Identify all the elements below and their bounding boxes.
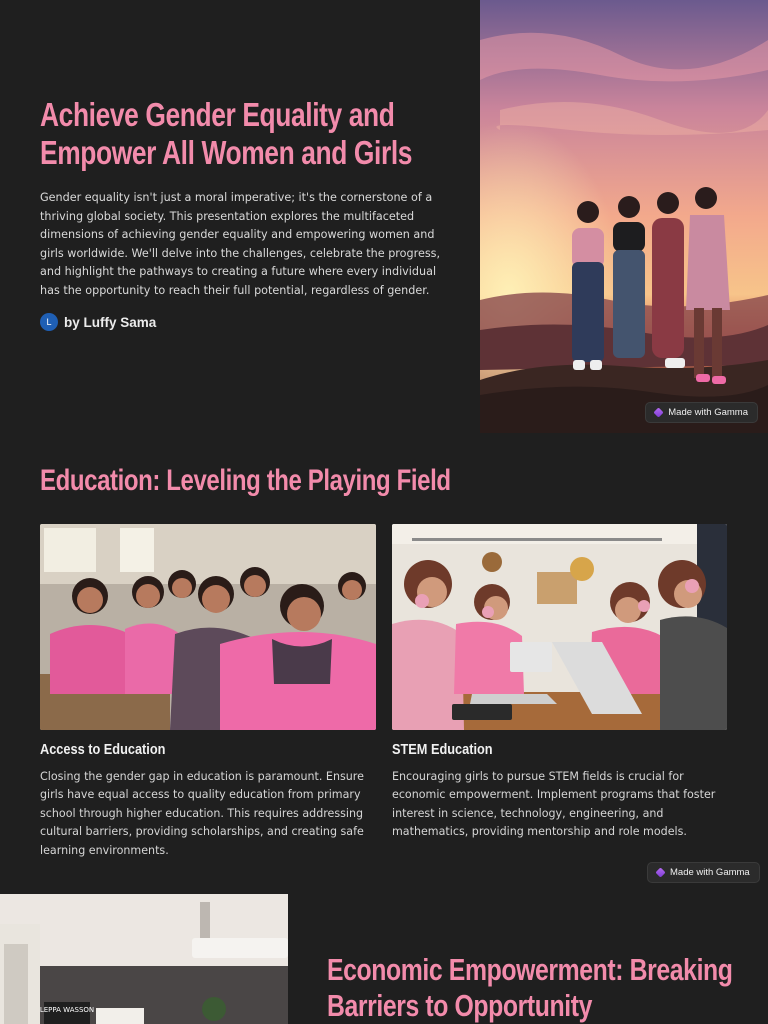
gamma-logo-icon [654, 407, 664, 417]
economic-slide [0, 894, 768, 1024]
hero-photo [480, 0, 768, 433]
hero-description: Gender equality isn't just a moral imperative; it's the cornerstone of a thriving global society. This presentation explores the multifaceted dimensions of achieving gender equality and empowering women and girls worldwide. We'll delve into the challenges, celebrate the progress, and highlight the pathways to creating a future where every individual has the opportunity to reach their full potential, regardless of gender. [40, 191, 441, 297]
card-title-stem-education: STEM Education [392, 741, 493, 758]
made-with-gamma-badge[interactable] [645, 402, 758, 423]
made-with-gamma-badge-2[interactable] [647, 862, 760, 883]
badge-label: Made with Gamma [670, 867, 750, 878]
education-slide [0, 433, 768, 894]
access-education-photo [40, 524, 376, 730]
economic-empowerment-photo [0, 894, 288, 1024]
badge-label: Made with Gamma [668, 407, 748, 418]
education-title: Education: Leveling the Playing Field [40, 464, 451, 497]
poster-text: LEPPA WASSON [39, 1006, 95, 1014]
stem-education-photo [392, 524, 727, 730]
card-title-access-education: Access to Education [40, 741, 166, 758]
author-avatar: L [40, 313, 58, 331]
card-text-access-education: Closing the gender gap in education is paramount. Ensure girls have equal access to quality education from primary school through higher education. This requires addressing cultural barriers, providing scholarships, and creating safe learning environments. [40, 770, 364, 857]
author-name: by Luffy Sama [64, 314, 157, 330]
card-text-stem-education: Encouraging girls to pursue STEM fields is crucial for economic empowerment. Implement programs that foster interest in science, technology, engineering, and mathematics, providing mentorship and role models. [392, 770, 716, 839]
hero-slide [0, 0, 768, 433]
author-byline [40, 312, 156, 332]
hero-title: Achieve Gender Equality and Empower All Women and Girls [40, 96, 413, 171]
gamma-logo-icon [655, 867, 665, 877]
economic-title: Economic Empowerment: Breaking Barriers to Opportunity [327, 952, 733, 1023]
